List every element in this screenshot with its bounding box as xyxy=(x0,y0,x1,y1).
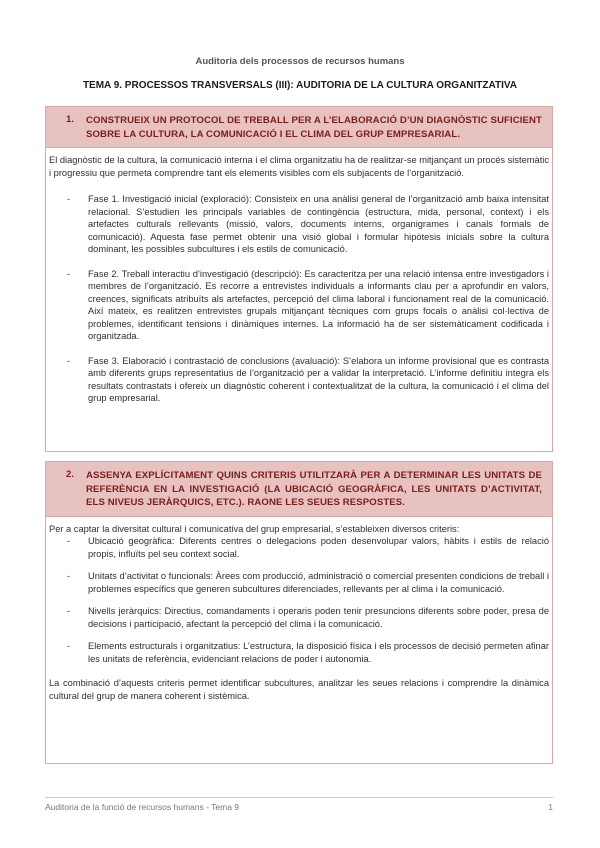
list-item: - Fase 1. Investigació inicial (exploració): Consisteix en una anàlisi general de l’organització amb baixa intensitat relacional. S’estudien les principals variables de contingència (estructura, mida, personal, context) i els artefactes culturals rellevants (missió, valors, documents interns, organigrames i canals formals de comunicació). Aquesta fase permet obtenir una visió global i formular hipòtesis inicials sobre la cultura dominant, les possibles subcultures i els estils de comunicació. xyxy=(67,194,549,254)
list-item: - Nivells jeràrquics: Directius, comandaments i operaris poden tenir presuncions diferents sobre poder, presa de decisions i participació, afectant la percepció del clima i la comunicació. xyxy=(67,606,549,629)
list-item: - Ubicació geogràfica: Diferents centres o delegacions poden desenvolupar valors, hàbits i estils de relació propis, influïts pel seu context social. xyxy=(67,536,549,559)
dash-bullet-icon: - xyxy=(67,536,71,546)
criteria-list xyxy=(49,535,549,665)
list-item: - Fase 3. Elaboració i contrastació de conclusions (avaluació): S’elabora un informe provisional que es contrasta amb diferents grups representatius de l’organització per a validar la interpretació. L’informe definitiu integra els resultats contrastats i ofereix un diagnòstic coherent i contextualitzat de la cultura, la comunicació i el clima del grup empresarial. xyxy=(67,355,549,403)
section-heading: ASSENYA EXPLÍCITAMENT QUINS CRITERIS UTILITZARÀ PER A DETERMINAR LES UNITATS DE REFERÈNCIA EN LA INVESTIGACIÓ (LA UBICACIÓ GEOGRÀFICA, LES UNITATS D’ACTIVITAT, ELS NIVEUS JERÀRQUICS, ETC.). RAONE LES SEUES RESPOSTES. xyxy=(86,470,542,508)
list-item: - Fase 2. Treball interactiu d’investigació (descripció): Es caracteritza per una relació intensa entre investigadors i membres de l’organització. Es recorre a entrevistes individuals a informants clau per a aprofundir en valors, creences, significats atribuïts als artefactes, percepció del clima laboral i funcionament real de la comunicació. Així mateix, es realitzen entrevistes grupals mitjançant tècniques com grups focals o anàlisi col·lectiva de problemes, identificant tensions i dinàmiques internes. La informació ha de ser sistemàticament codificada i organitzada. xyxy=(67,268,549,341)
footer-text: Auditoria de la funció de recursos humans - Tema 9 xyxy=(45,802,240,812)
section-heading: CONSTRUEIX UN PROTOCOL DE TREBALL PER A L’ELABORACIÓ D’UN DIAGNÒSTIC SUFICIENT SOBRE LA CULTURA, LA COMUNICACIÓ I EL CLIMA DEL GRUP EMPRESARIAL. xyxy=(86,115,542,140)
dash-bullet-icon: - xyxy=(67,194,71,204)
page-header: Auditoria dels processos de recursos humans xyxy=(195,56,405,67)
dash-bullet-icon: - xyxy=(67,355,71,366)
section-number: 1. xyxy=(66,114,75,125)
page-title: TEMA 9. PROCESSOS TRANSVERSALS (III): AUDITORIA DE LA CULTURA ORGANITZATIVA xyxy=(82,80,518,91)
dash-bullet-icon: - xyxy=(67,641,71,651)
list-item: - Unitats d’activitat o funcionals: Àrees com producció, administració o comercial presenten condicions de treball i problemes específics que generen subcultures diferenciades, rellevants per al clima i la comunicació. xyxy=(67,571,549,594)
dash-bullet-icon: - xyxy=(67,571,71,581)
section-2-box xyxy=(45,461,553,764)
section-intro: El diagnòstic de la cultura, la comunicació interna i el clima organitzatiu ha de realitzar-se mitjançant un procés sistemàtic i progressiu que permeta comprendre tant els elements visibles com els subjacents de l’organització. xyxy=(49,155,549,178)
section-2-header xyxy=(46,462,552,517)
section-conclusion: La combinació d’aquests criteris permet identificar subcultures, analitzar les seues relacions i comprendre la dinàmica cultural del grup de manera coherent i sistèmica. xyxy=(49,678,549,701)
section-intro: Per a captar la diversitat cultural i comunicativa del grup empresarial, s’estableixen diversos criteris: xyxy=(49,523,460,534)
page-number: 1 xyxy=(548,802,553,812)
section-number: 2. xyxy=(66,469,75,480)
phase-list xyxy=(49,193,549,405)
footer-divider xyxy=(45,797,553,798)
section-1-box xyxy=(45,106,553,452)
section-1-body xyxy=(46,148,552,411)
dash-bullet-icon: - xyxy=(67,268,71,279)
dash-bullet-icon: - xyxy=(67,606,71,616)
section-1-header xyxy=(46,107,552,148)
list-item: - Elements estructurals i organitzatius: L’estructura, la disposició física i els processos de decisió permeten afinar les unitats de referència, evidenciant relacions de poder i autonomia. xyxy=(67,641,549,664)
section-2-body xyxy=(46,517,552,709)
